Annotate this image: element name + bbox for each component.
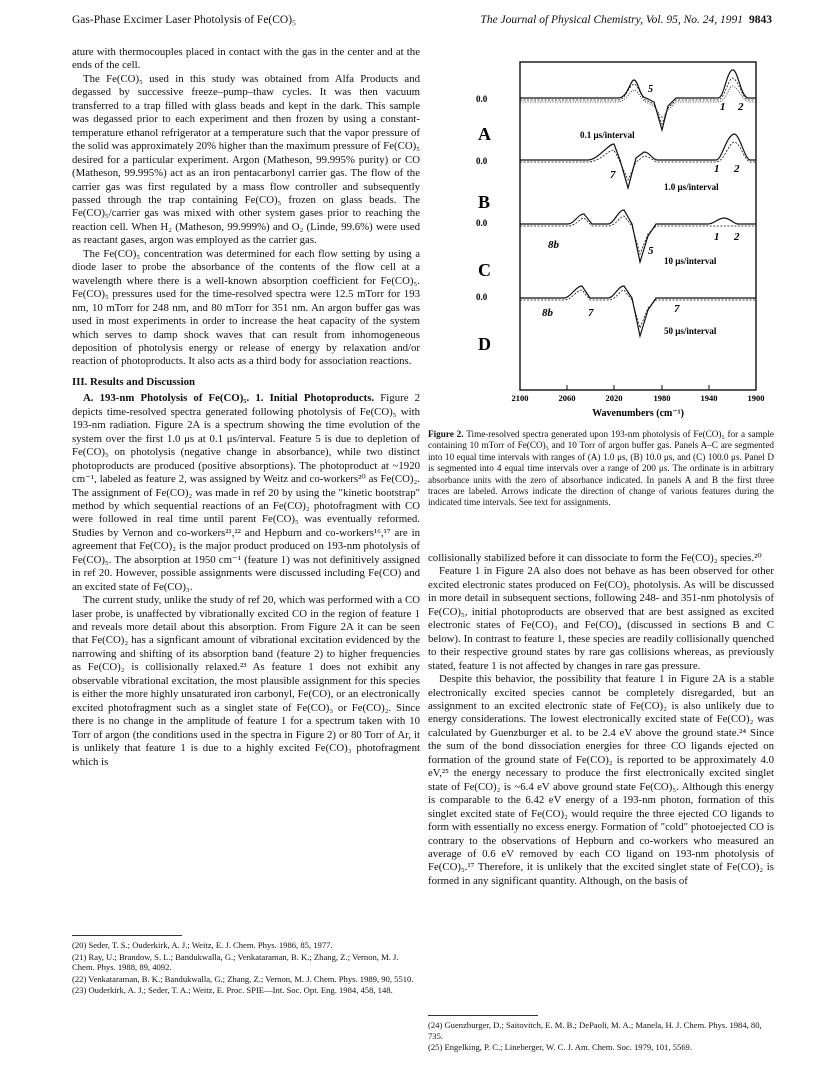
reference: (22) Venkataraman, B. K.; Bandukwalla, G.; Zhang, Z.; Vernon, M. J. Chem. Phys. 1989, 90, 5510. [72, 973, 414, 984]
baseline-label: 0.0 [476, 218, 488, 228]
left-column [72, 46, 420, 769]
running-header [72, 14, 772, 32]
interval-label: 1.0 μs/interval [664, 182, 719, 192]
baseline-label: 0.0 [476, 292, 488, 302]
feature-label: 7 [674, 303, 680, 315]
spectra-plot [468, 40, 768, 420]
paragraph: The Fe(CO)₅ concentration was determined for each flow setting by using a diode laser to probe the absorbance of the contents of the flow cell at a wavelength where there is a well-known absorption coefficient for Fe(CO)₅. Fe(CO)₅ pressures used for the time-resolved spectra were 12.5 mTorr for 193 nm, 10 mTorr for 248 nm, and 80 mTorr for 351 nm. An argon buffer gas was used in most experiments in order to increase the heat capacity of the system which serves to damp shock waves that can result from inhomogeneous deposition of photolysis energy or release of energy by relaxation and/or reaction of photoproducts. It also acts as a third body for association reactions. [72, 247, 420, 368]
feature-label: 5 [648, 245, 654, 257]
reference: (20) Seder, T. S.; Ouderkirk, A. J.; Weitz, E. J. Chem. Phys. 1986, 85, 1977. [72, 940, 333, 950]
paragraph: Feature 1 in Figure 2A also does not behave as has been observed for other excited electronic states produced on Fe(CO)₅ photolysis. As will be discussed in more detail in subsequent sections, following 248- and 351-nm photolysis of Fe(CO)₅, initial photoproducts are observed that are best assigned as excited electronic states of Fe(CO)₃ and Fe(CO)₄ (discussed in sections B and C below). In contrast to feature 1, these species are readily collisionally quenched to their respective ground states by rare gas collisions whereas, as previously stated, feature 1 is not affected by changes in rare gas pressure. [428, 565, 774, 672]
footnote-rule [72, 935, 182, 936]
trace-c1 [520, 210, 756, 262]
tick-label: 1940 [700, 393, 718, 403]
trace-b2 [520, 142, 756, 180]
right-column [428, 552, 774, 888]
footnotes-right [428, 1015, 774, 1054]
x-axis [520, 385, 756, 390]
tick-label: 2100 [511, 393, 529, 403]
feature-label: 1 [714, 163, 720, 175]
interval-label: 0.1 μs/interval [580, 130, 635, 140]
tick-label: 1900 [747, 393, 765, 403]
feature-label: 1 [714, 231, 720, 243]
caption-text: Time-resolved spectra generated upon 193-nm photolysis of Fe(CO)₅ for a sample containing 10 mTorr of Fe(CO)₅ and 10 Torr of argon buffer gas. Panels A–C are segmented into 10 equal time intervals with ranges of (A) 1.0 μs, (B) 10.0 μs, and (C) 100.0 μs. Panel D is segmented into 4 equal time intervals over a range of 200 μs. The ordinate is in arbitrary absorbance units with the zero of absorbance indicated. In panels A and B the first three traces are labeled. Arrows indicate the direction of change of various features during the indicated time intervals. See text for assignments. [428, 429, 774, 508]
paragraph: Despite this behavior, the possibility that feature 1 in Figure 2A is a stable electronically excited species cannot be completely disregarded, but an assignment to an excited electronic state of Fe(CO)₂ is also unlikely due to energy considerations. The lowest electronically excited state of Fe(CO)₂ was calculated by Guenzburger et al. to be 2.4 eV above the ground state.²⁴ Since the sum of the bond dissociation energies for three CO ligands ejected on formation of the ground state of Fe(CO)₂ is reported to be approximately 4.0 eV,²⁵ the energy necessary to produce the first electronically excited singlet state of Fe(CO)₂ is ~6.4 eV above ground state Fe(CO)₅. Although this energy is comparable to the 6.42 eV energy of a 193-nm photon, formation of this singlet excited state of Fe(CO)₂ would require the three ejected CO ligands to form with essentially no excess energy. Formation of "cold" photoejected CO is contrary to the observations of Hepburn and co-workers who measured an average of 0.6 eV removed by each CO ligand on 193-nm photolysis of Fe(CO)₅.¹⁷ Therefore, it is unlikely that the excited singlet state of Fe(CO)₂ is formed in any significant quantity. Although, on the basis of [428, 673, 774, 887]
baseline-label: 0.0 [476, 156, 488, 166]
reference: (24) Guenzburger, D.; Saitovitch, E. M. B.; DePaoli, M. A.; Manela, H. J. Chem. Phys. 1984, 80, 735. [428, 1020, 762, 1041]
interval-label: 50 μs/interval [664, 326, 717, 336]
feature-label: 5 [648, 84, 653, 95]
feature-label: 2 [734, 231, 740, 243]
paragraph: The current study, unlike the study of ref 20, which was performed with a CO laser probe, is unaffected by vibrationally excited CO in the region of feature 1 and reveals more detail about this absorption. From Figure 2A it can be seen that Fe(CO)₂ has a signficant amount of vibrational excitation evidenced by the narrowing and shifting of its absorption band (feature 2) to higher frequencies as Fe(CO)₂ is collisionally relaxed.²³ As feature 1 does not exhibit any observable vibrational excitation, the most plausible assignment for this species is either the more highly unsaturated iron carbonyl, Fe(CO), or an electronically excited photofragment such as a singlet state of Fe(CO)₃ or Fe(CO)₂. Since there is no change in the amplitude of feature 1 for a spectrum taken with 10 Torr of argon (the conditions used in the spectra in Figure 2) or 80 Torr of Ar, it is unlikely that feature 1 is due to a highly excited Fe(CO)₃ photofragment which is [72, 594, 420, 768]
figure-2 [468, 40, 768, 420]
feature-label: 8b [542, 307, 553, 319]
paragraph: The Fe(CO)₅ used in this study was obtained from Alfa Products and degassed by successive freeze–pump–thaw cycles. It was then vacuum transferred to a trap filled with glass beads and kept in the dark. This sample was degassed prior to each experiment and then frozen by using a constant-temperature ethanol refrigerator at a temperature such that the vapor pressure of the solid was approximately 20% higher than the maximum pressure of Fe(CO)₅ desired for a particular experiment. Argon (Matheson, 99.995% purity) or CO (Matheson, 99.995%) act as an iron pentacarbonyl carrier gas. The flow of the carrier gas was first regulated by a mass flow controller and subsequently passed through the trap containing Fe(CO)₅ frozen on glass beads. The Fe(CO)₅/carrier gas was mixed with other system gases prior to reaching the reaction cell. When H₂ (Matheson, 99.999%) and O₂ (Linde, 99.6%) were used as reactant gases, argon was employed as the carrier gas. [72, 72, 420, 247]
baseline-label: 0.0 [476, 94, 488, 104]
paragraph: collisionally stabilized before it can dissociate to form the Fe(CO)₂ species.²⁰ [428, 552, 762, 564]
header-journal: The Journal of Physical Chemistry, Vol. 95, No. 24, 1991 9843 [480, 14, 772, 26]
section-heading: III. Results and Discussion [72, 375, 196, 388]
x-axis-label: Wavenumbers (cm⁻¹) [592, 408, 684, 419]
tick-label: 2060 [558, 393, 576, 403]
reference: (23) Ouderkirk, A. J.; Seder, T. A.; Weitz, E. Proc. SPIE—Int. Soc. Opt. Eng. 1984, 458, 148. [72, 985, 393, 996]
feature-label: 2 [734, 163, 740, 175]
page-number: 9843 [749, 14, 772, 26]
panel-letter-d: D [478, 334, 491, 354]
trace-d2 [520, 290, 756, 328]
reference: (21) Ray, U.; Brandow, S. L.; Bandukwalla, G.; Venkataraman, B. K.; Zhang, Z.; Vernon, M. J. Chem. Phys. 1988, 89, 4092. [72, 951, 399, 973]
caption-label: Figure 2. [428, 429, 464, 439]
trace-d1 [520, 286, 756, 336]
paragraph: ature with thermocouples placed in contact with the gas in the center and at the ends of the cell. [72, 46, 420, 72]
footnotes-left [72, 935, 420, 997]
tick-label: 2020 [605, 393, 623, 403]
feature-label: 2 [738, 101, 744, 113]
footnote-rule [428, 1015, 538, 1016]
paragraph: A. 193-nm Photolysis of Fe(CO)₅. 1. Initial Photoproducts. Figure 2 depicts time-resolved spectra generated following photolysis of Fe(CO)₅ with 193-nm radiation. Figure 2A is a spectrum showing the time evolution of the system over the first 1.0 μs at 0.1 μs/interval. Feature 5 is due to depletion of Fe(CO)₅ on photolysis (negative change in absorbance), while two distinct photoproducts are produced (positive absorptions). The photoproduct at ~1920 cm⁻¹, labeled as feature 2, was assigned by Weitz and co-workers²⁰ as Fe(CO)₂. The assignment of Fe(CO)₂ was made in ref 20 by using the "kinetic bootstrap" method by which sequential reactions of an Fe(CO)₂ photofragment with CO were followed in real time until parent Fe(CO)₅ was eventually reformed. Studies by Vernon and co-workers²¹,²² and Hepburn and co-workers¹⁶,¹⁷ are in agreement that Fe(CO)₂ is the major product produced on 193-nm photolysis of Fe(CO)₅. The absorption at 1950 cm⁻¹ (feature 1) was not definitively assigned in ref 20. However, possible assignments were discussed including Fe(CO) and an excited state of Fe(CO)₃. [72, 392, 420, 593]
figure-caption [428, 429, 774, 509]
feature-label: 7 [588, 307, 594, 319]
feature-label: 7 [610, 169, 616, 181]
subsection-heading: A. 193-nm Photolysis of Fe(CO)₅. 1. Initial Photoproducts. [83, 392, 375, 405]
feature-label: 1 [720, 101, 726, 113]
panel-letter-c: C [478, 260, 491, 280]
interval-label: 10 μs/interval [664, 256, 717, 266]
panel-letter-b: B [478, 192, 491, 212]
reference: (25) Engelking, P. C.; Lineberger, W. C. J. Am. Chem. Soc. 1979, 101, 5569. [428, 1042, 692, 1053]
feature-label: 8b [548, 239, 559, 251]
tick-label: 1980 [653, 393, 671, 403]
panel-letter-a: A [478, 124, 491, 144]
header-title: Gas-Phase Excimer Laser Photolysis of Fe(CO)₅ [72, 14, 297, 26]
